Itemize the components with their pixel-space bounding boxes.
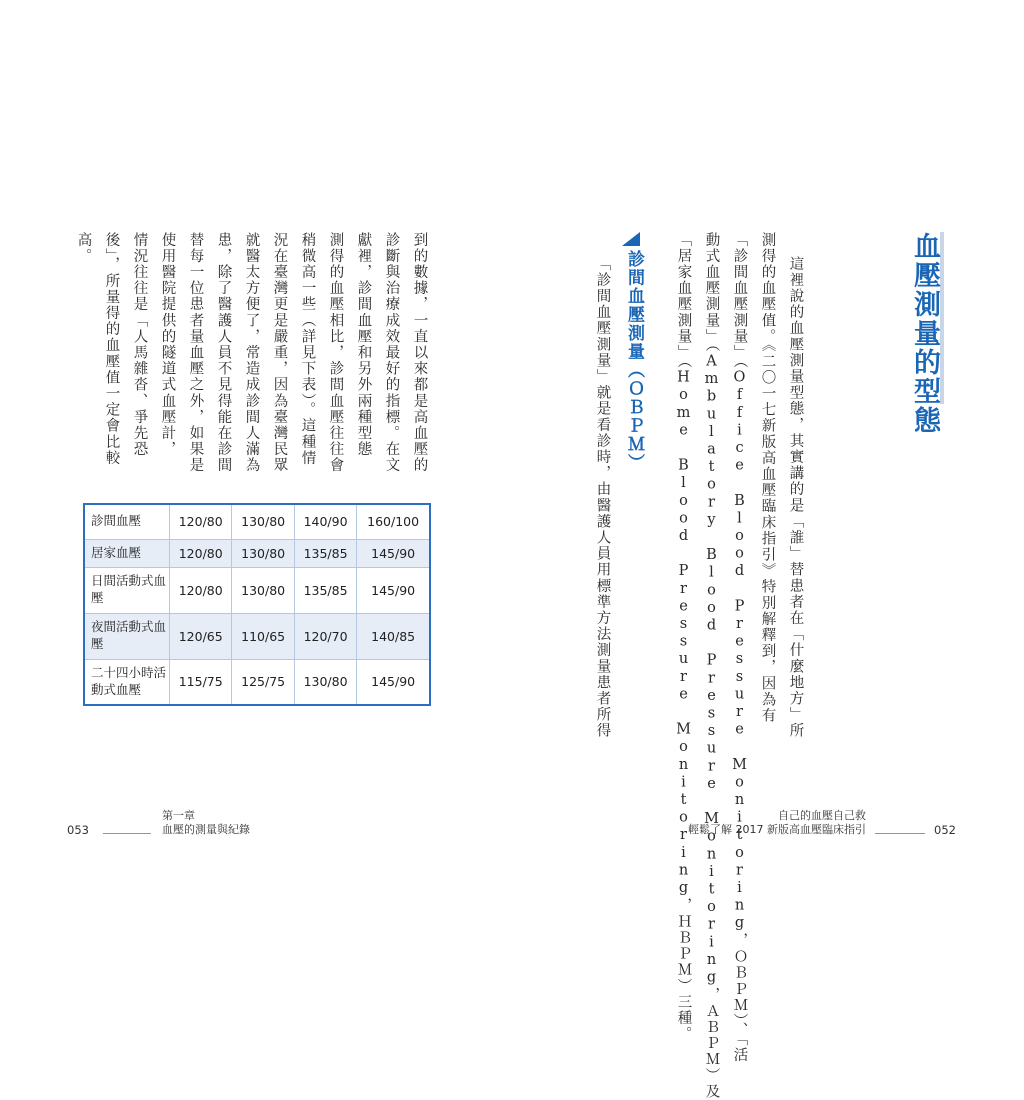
row-label: 日間活動式血壓 <box>84 567 170 613</box>
table-cell: 110/65 <box>232 613 294 659</box>
row-label: 居家血壓 <box>84 539 170 567</box>
table-cell: 120/65 <box>170 613 232 659</box>
table-cell: 120/80 <box>170 504 232 539</box>
row-label: 二十四小時活動式血壓 <box>84 659 170 705</box>
paragraph-line: 診斷與治療成效最好的指標。在文 <box>383 232 400 474</box>
subheading-triangle-icon <box>622 232 640 246</box>
table-row <box>84 539 430 567</box>
table-cell: 145/90 <box>357 659 430 705</box>
footer-rule <box>103 833 151 834</box>
left-page-number: 053 <box>67 823 89 837</box>
paragraph-line: 「居家血壓測量」（Home Blood Pressure Monitoring，ＨＢＰＭ）三種。 <box>675 232 692 1043</box>
paragraph-line: 高。 <box>75 232 92 265</box>
paragraph-line: 使用醫院提供的隧道式血壓計， <box>159 232 176 458</box>
paragraph-line: 這裡說的血壓測量型態，其實講的是「誰」替患者在「什麼地方」所 <box>787 256 804 739</box>
paragraph-line: 動式血壓測量」（Ambulatory Blood Pressure Monitoring，ＡＢＰＭ）及 <box>703 232 720 1100</box>
table-cell: 120/70 <box>294 613 356 659</box>
blood-pressure-table <box>83 503 431 706</box>
table-cell: 120/80 <box>170 539 232 567</box>
paragraph-line: 後」，所量得的血壓值一定會比較 <box>103 232 120 467</box>
paragraph-line: 獻裡，診間血壓和另外兩種型態 <box>355 232 372 458</box>
table-cell: 130/80 <box>294 659 356 705</box>
section-title: 血壓測量的型態 <box>909 232 940 435</box>
right-book-title: 自己的血壓自己救 <box>778 809 866 822</box>
table-cell: 115/75 <box>170 659 232 705</box>
table-cell: 145/90 <box>357 539 430 567</box>
table-cell: 135/85 <box>294 567 356 613</box>
table-cell: 130/80 <box>232 567 294 613</box>
paragraph-line: 「診間血壓測量」就是看診時，由醫護人員用標準方法測量患者所得 <box>594 256 611 739</box>
table-row <box>84 613 430 659</box>
left-chapter-title: 血壓的測量與紀錄 <box>162 823 250 836</box>
row-label: 診間血壓 <box>84 504 170 539</box>
table-cell: 130/80 <box>232 504 294 539</box>
table-cell: 140/85 <box>357 613 430 659</box>
paragraph-line: 就醫太方便了，常造成診間人滿為 <box>243 232 260 474</box>
subheading-obpm: 診間血壓測量（ＯＢＰＭ） <box>624 250 644 472</box>
paragraph-line: 到的數據，一直以來都是高血壓的 <box>411 232 428 474</box>
paragraph-line: 患，除了醫護人員不見得能在診間 <box>215 232 232 474</box>
paragraph-line: 測得的血壓相比，診間血壓往往會 <box>327 232 344 474</box>
table-row <box>84 504 430 539</box>
footer-rule <box>875 833 925 834</box>
left-chapter-label: 第一章 <box>162 809 195 822</box>
table-cell: 140/90 <box>294 504 356 539</box>
row-label: 夜間活動式血壓 <box>84 613 170 659</box>
right-page-number: 052 <box>934 823 956 837</box>
paragraph-line: 情況往往是「人馬雜沓、爭先恐 <box>131 232 148 458</box>
paragraph-line: 稍微高一些（詳見下表）。這種情 <box>299 232 316 467</box>
table-cell: 120/80 <box>170 567 232 613</box>
table-cell: 135/85 <box>294 539 356 567</box>
table-cell: 130/80 <box>232 539 294 567</box>
table-cell: 125/75 <box>232 659 294 705</box>
table-row <box>84 567 430 613</box>
table-cell: 160/100 <box>357 504 430 539</box>
paragraph-line: 「診間血壓測量」（Office Blood Pressure Monitoring，ＯＢＰＭ）、「活 <box>731 232 748 1064</box>
right-book-subtitle: 輕鬆了解 2017 新版高血壓臨床指引 <box>688 823 866 836</box>
paragraph-line: 況在臺灣更是嚴重，因為臺灣民眾 <box>271 232 288 474</box>
table-row <box>84 659 430 705</box>
paragraph-line: 測得的血壓值。《二〇一七新版高血壓臨床指引》特別解釋到，因為有 <box>759 232 776 724</box>
table-cell: 145/90 <box>357 567 430 613</box>
paragraph-line: 替每一位患者量血壓之外，如果是 <box>187 232 204 474</box>
